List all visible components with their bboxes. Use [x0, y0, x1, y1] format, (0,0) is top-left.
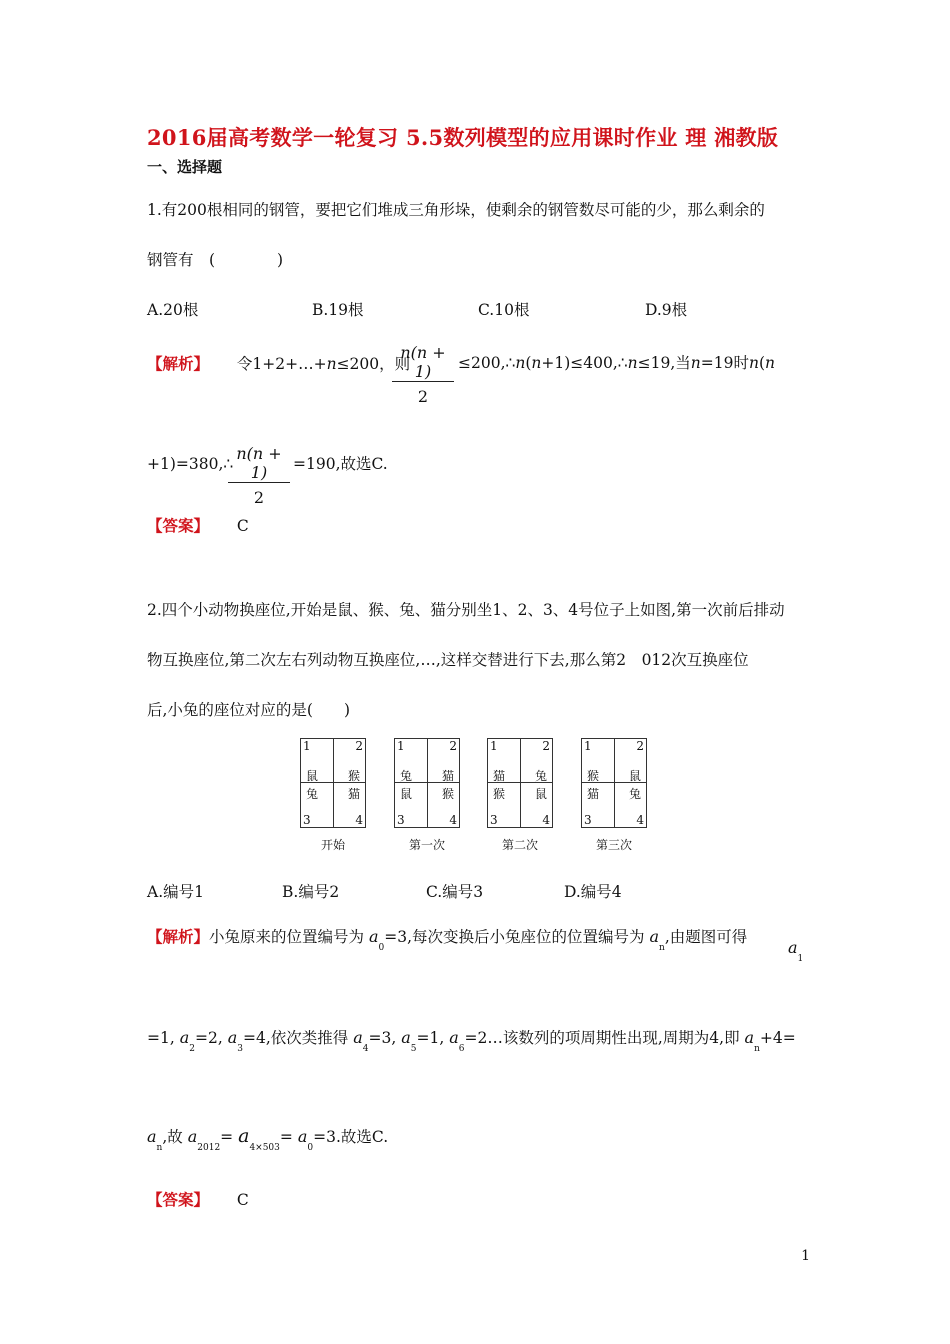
animal-label: 猫 — [347, 787, 360, 801]
seat-number: 1 — [584, 739, 592, 753]
q2-option-d: D.编号4 — [564, 883, 622, 901]
q1-option-b: B.19根 — [312, 301, 364, 319]
q1-answer — [147, 518, 249, 535]
q2-answer — [147, 1192, 249, 1209]
term-a3: $a_3$ — [227, 1028, 243, 1054]
term-an: $a_n$ — [744, 1028, 760, 1054]
animal-label: 鼠 — [400, 787, 413, 801]
q1-analysis-line1-cont — [458, 356, 775, 372]
seat-number: 3 — [303, 813, 311, 827]
q2-analysis-label: 【解析】 — [147, 927, 210, 946]
q2-analysis-text: = — [279, 1128, 293, 1146]
q1-option-d: D.9根 — [645, 301, 688, 319]
q1-analysis-label: 【解析】 — [147, 354, 210, 373]
q2-stem-line3: 后,小兔的座位对应的是( ) — [147, 701, 351, 719]
animal-label: 鼠 — [534, 787, 547, 801]
q1-stem-line2: 钢管有 ( ) — [147, 251, 284, 269]
q2-stem-line2: 物互换座位,第二次左右列动物互换座位,…,这样交替进行下去,那么第2 012次互换座位 — [147, 651, 749, 669]
term-a6: $a_6$ — [449, 1028, 465, 1054]
q2-answer-label: 【答案】 — [147, 1190, 210, 1209]
q1-var-n: n — [627, 354, 638, 372]
term-a4x503: $a_{4\times 503}$ — [238, 1125, 280, 1153]
q2-analysis-text: =4,依次类推得 — [243, 1029, 349, 1047]
q1-var-n: n — [765, 354, 776, 372]
q1-analysis-text: ( — [525, 354, 532, 372]
animal-label: 猴 — [347, 769, 360, 783]
q1-var-n: n — [690, 354, 701, 372]
seat-grid-start — [300, 738, 366, 852]
q2-analysis-text: =1, — [416, 1029, 445, 1047]
seat-number: 4 — [449, 813, 457, 827]
q1-fraction-2 — [228, 444, 290, 507]
grid-caption: 开始 — [320, 838, 345, 852]
term-a1: $a_1$ — [788, 938, 804, 964]
term-a5: $a_5$ — [401, 1028, 417, 1054]
q1-analysis-text: ≤19,当 — [637, 354, 691, 372]
grid-caption: 第二次 — [501, 838, 538, 852]
q2-stem-line1: 2.四个小动物换座位,开始是鼠、猴、兔、猫分别坐1、2、3、4号位子上如图,第一次前后排动 — [147, 601, 785, 619]
animal-label: 猫 — [587, 787, 600, 801]
animal-label: 兔 — [628, 787, 641, 801]
q2-analysis-text: = — [220, 1128, 234, 1146]
fraction-numerator: n(n + 1) — [228, 444, 290, 483]
term-a0: $a_0$ — [297, 1127, 314, 1153]
term-an: $a_n$ — [147, 1127, 163, 1153]
seat-number: 2 — [449, 739, 457, 753]
fraction-denominator: 2 — [253, 488, 265, 507]
animal-label: 兔 — [306, 787, 319, 801]
seat-number: 4 — [355, 813, 363, 827]
term-a2012: $a_{2012}$ — [187, 1127, 221, 1153]
term-a4: $a_4$ — [353, 1028, 369, 1054]
q1-analysis-line2-cont: =190,故选C. — [293, 455, 388, 473]
q2-analysis-text: =3, — [368, 1029, 397, 1047]
q2-option-b: B.编号2 — [282, 883, 340, 901]
q2-analysis-text: ,由题图可得 — [664, 928, 748, 946]
q2-option-c: C.编号3 — [426, 883, 484, 901]
q1-stem-line1: 1.有200根相同的钢管，要把它们堆成三角形垛，使剩余的钢管数尽可能的少，那么剩余的 — [147, 201, 765, 219]
term-a0: $a_0$ — [368, 927, 385, 953]
seat-number: 1 — [397, 739, 405, 753]
q2-analysis-text: =1, — [147, 1029, 175, 1047]
q2-analysis-text: 小兔原来的位置编号为 — [209, 928, 365, 946]
q2-analysis-text: =3,每次变换后小兔座位的位置编号为 — [384, 928, 645, 946]
q2-analysis-line3 — [147, 1125, 389, 1153]
q1-analysis-text: ≤200,∴ — [458, 354, 516, 372]
page-number: 1 — [801, 1248, 810, 1264]
seat-number: 3 — [584, 813, 592, 827]
q2-answer-value: C — [236, 1191, 249, 1209]
q1-analysis-text: ( — [758, 354, 766, 372]
seat-number: 1 — [490, 739, 498, 753]
q2-analysis-text: +4= — [759, 1029, 796, 1047]
animal-label: 猫 — [493, 769, 506, 783]
seat-number: 2 — [355, 739, 363, 753]
q2-analysis-text: =2, — [195, 1029, 223, 1047]
animal-label: 鼠 — [628, 769, 641, 783]
grid-caption: 第三次 — [595, 838, 632, 852]
q2-analysis-line2 — [147, 1028, 796, 1054]
q2-option-a: A.编号1 — [147, 883, 204, 901]
seat-grid-first — [394, 738, 460, 852]
seat-number: 2 — [542, 739, 550, 753]
animal-label: 鼠 — [306, 769, 319, 783]
seat-number: 4 — [636, 813, 644, 827]
q2-analysis-text: =2…该数列的项周期性出现,周期为4,即 — [464, 1029, 740, 1047]
seat-number: 4 — [542, 813, 550, 827]
q1-var-n: n — [531, 354, 542, 372]
q1-option-a: A.20根 — [147, 301, 199, 319]
seat-number: 1 — [303, 739, 311, 753]
q2-analysis-text: =3.故选C. — [313, 1128, 389, 1146]
animal-label: 猴 — [493, 787, 506, 801]
q1-var-n: n — [749, 354, 759, 372]
term-a2: $a_2$ — [179, 1028, 195, 1054]
seat-grid-third — [581, 738, 647, 852]
q2-analysis-line1 — [147, 927, 748, 953]
q1-analysis-text: +1)≤400,∴ — [541, 354, 628, 372]
term-an: $a_n$ — [649, 927, 665, 953]
fraction-numerator: n(n + 1) — [392, 343, 454, 382]
q1-answer-value: C — [236, 517, 249, 535]
q1-analysis-text: 令1+2+…+ — [236, 355, 327, 373]
seat-number: 2 — [636, 739, 644, 753]
seat-grid-second — [487, 738, 553, 852]
animal-label: 兔 — [400, 769, 413, 783]
q1-analysis-text: ≤200，则 — [336, 355, 411, 373]
section-heading: 一、选择题 — [147, 158, 223, 176]
q2-analysis-text: ,故 — [162, 1128, 183, 1146]
animal-label: 兔 — [534, 769, 547, 783]
animal-label: 猴 — [587, 769, 600, 783]
fraction-denominator: 2 — [417, 387, 429, 406]
animal-label: 猴 — [441, 787, 454, 801]
seat-number: 3 — [397, 813, 405, 827]
q1-analysis-text: =19时 — [700, 354, 749, 372]
q1-answer-label: 【答案】 — [147, 516, 210, 535]
seat-number: 3 — [490, 813, 498, 827]
grid-caption: 第一次 — [408, 838, 445, 852]
q1-var-n: n — [515, 354, 526, 372]
q1-option-c: C.10根 — [478, 301, 530, 319]
q1-analysis-line1 — [147, 356, 410, 373]
q1-var-n: n — [326, 355, 337, 373]
animal-label: 猫 — [441, 769, 454, 783]
document-title: 2016届高考数学一轮复习 5.5数列模型的应用课时作业 理 湘教版 — [147, 125, 779, 150]
q1-analysis-line2: +1)=380,∴ — [147, 455, 234, 473]
q1-fraction-1 — [392, 343, 454, 406]
